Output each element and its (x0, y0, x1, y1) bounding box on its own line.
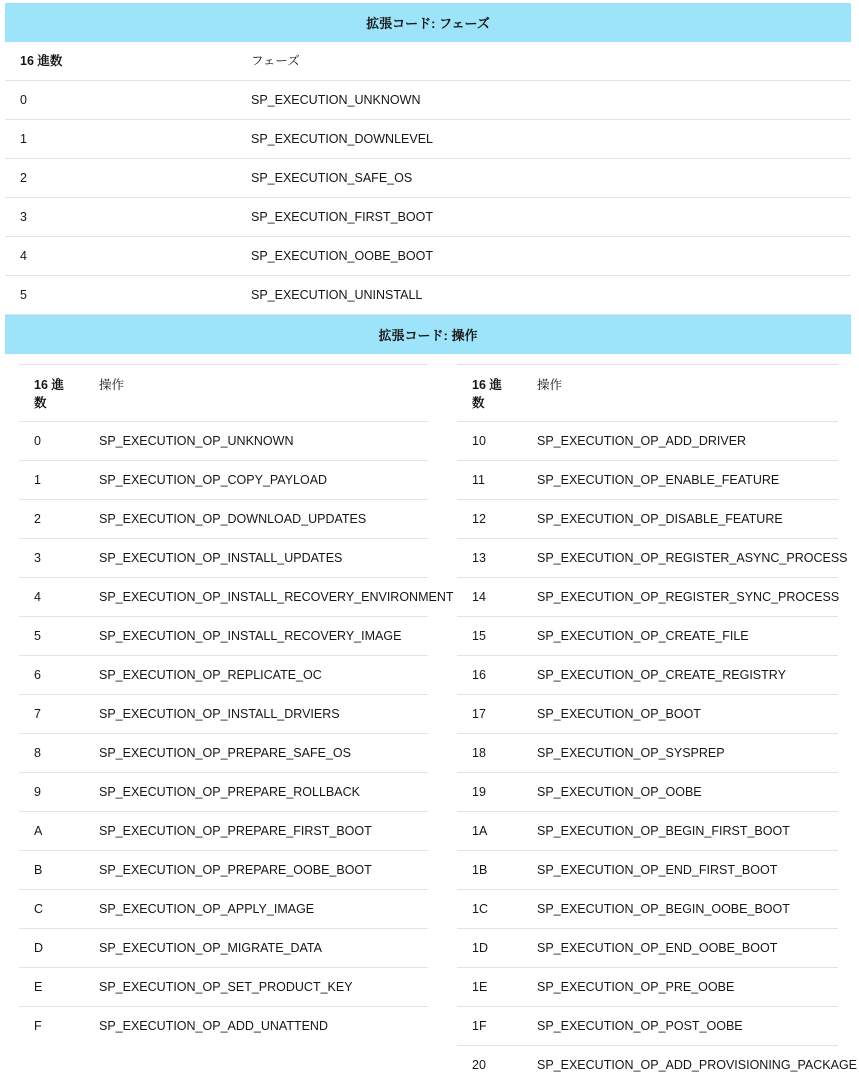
operation-row (19, 695, 428, 734)
operation-row (457, 851, 838, 890)
constant-name-cell: SP_EXECUTION_OP_END_FIRST_BOOT (537, 863, 778, 877)
hex-code-cell: 11 (472, 473, 485, 487)
constant-name-cell: SP_EXECUTION_DOWNLEVEL (251, 132, 433, 146)
operation-row (19, 500, 428, 539)
constant-name-cell: SP_EXECUTION_OP_BOOT (537, 707, 701, 721)
operation-row (457, 461, 838, 500)
constant-name-cell: SP_EXECUTION_OP_POST_OOBE (537, 1019, 743, 1033)
hex-header-line-1: 16 進 (472, 378, 502, 392)
operation-row (457, 773, 838, 812)
phase-column-header: フェーズ (251, 54, 300, 68)
constant-name-cell: SP_EXECUTION_OP_SYSPREP (537, 746, 725, 760)
operation-column-header: 操作 (99, 378, 125, 392)
constant-name-cell: SP_EXECUTION_UNKNOWN (251, 93, 421, 107)
hex-code-cell: 19 (472, 785, 486, 799)
operation-row (19, 578, 454, 617)
constant-name-cell: SP_EXECUTION_OP_ENABLE_FEATURE (537, 473, 780, 487)
constant-name-cell: SP_EXECUTION_OP_BEGIN_OOBE_BOOT (537, 902, 790, 916)
constant-name-cell: SP_EXECUTION_OP_PREPARE_ROLLBACK (99, 785, 360, 799)
operation-row (457, 968, 838, 1007)
constant-name-cell: SP_EXECUTION_OP_DOWNLOAD_UPDATES (99, 512, 367, 526)
hex-code-cell: 5 (34, 629, 41, 643)
operation-row (457, 617, 838, 656)
hex-column-header (472, 376, 514, 412)
constant-name-cell: SP_EXECUTION_OOBE_BOOT (251, 249, 433, 263)
hex-code-cell: 7 (34, 707, 41, 721)
operation-row (457, 422, 838, 461)
hex-code-cell: 1F (472, 1019, 487, 1033)
hex-column-header (34, 376, 76, 412)
hex-code-cell: 3 (34, 551, 41, 565)
hex-code-cell: B (34, 863, 43, 877)
constant-name-cell: SP_EXECUTION_OP_PREPARE_FIRST_BOOT (99, 824, 372, 838)
hex-code-cell: 1C (472, 902, 488, 916)
hex-code-cell: F (34, 1019, 42, 1033)
hex-code-cell: 1 (34, 473, 41, 487)
operation-table-right (457, 364, 858, 1085)
hex-code-cell: 5 (20, 288, 27, 302)
hex-code-cell: 1 (20, 132, 27, 146)
operation-table-header (19, 365, 428, 422)
operation-row (457, 929, 838, 968)
hex-code-cell: 3 (20, 210, 27, 224)
hex-code-cell: 14 (472, 590, 486, 604)
constant-name-cell: SP_EXECUTION_UNINSTALL (251, 288, 423, 302)
operation-row (19, 734, 428, 773)
constant-name-cell: SP_EXECUTION_OP_REGISTER_SYNC_PROCESS (537, 590, 840, 604)
hex-code-cell: 18 (472, 746, 486, 760)
constant-name-cell: SP_EXECUTION_OP_OOBE (537, 785, 702, 799)
phase-table (5, 42, 851, 315)
constant-name-cell: SP_EXECUTION_OP_COPY_PAYLOAD (99, 473, 328, 487)
constant-name-cell: SP_EXECUTION_OP_MIGRATE_DATA (99, 941, 322, 955)
constant-name-cell: SP_EXECUTION_OP_END_OOBE_BOOT (537, 941, 778, 955)
constant-name-cell: SP_EXECUTION_OP_BEGIN_FIRST_BOOT (537, 824, 790, 838)
phase-row (5, 81, 851, 120)
hex-code-cell: 12 (472, 512, 486, 526)
constant-name-cell: SP_EXECUTION_SAFE_OS (251, 171, 413, 185)
hex-code-cell: 0 (20, 93, 27, 107)
operation-row (457, 1007, 838, 1046)
constant-name-cell: SP_EXECUTION_OP_INSTALL_DRVIERS (99, 707, 340, 721)
operation-table-left (19, 364, 454, 1046)
hex-code-cell: 15 (472, 629, 486, 643)
hex-header-line-1: 16 進 (34, 378, 64, 392)
operation-row (19, 461, 428, 500)
operation-row (457, 695, 838, 734)
hex-code-cell: 2 (34, 512, 41, 526)
hex-code-cell: 8 (34, 746, 41, 760)
constant-name-cell: SP_EXECUTION_OP_PREPARE_OOBE_BOOT (99, 863, 372, 877)
hex-code-cell: 1A (472, 824, 488, 838)
constant-name-cell: SP_EXECUTION_OP_CREATE_REGISTRY (537, 668, 786, 682)
operation-row (457, 539, 848, 578)
hex-code-cell: E (34, 980, 43, 994)
hex-code-cell: C (34, 902, 44, 916)
operation-row (457, 890, 838, 929)
hex-code-cell: 17 (472, 707, 486, 721)
operation-row (457, 1046, 858, 1085)
constant-name-cell: SP_EXECUTION_OP_ADD_DRIVER (537, 434, 747, 448)
constant-name-cell: SP_EXECUTION_OP_SET_PRODUCT_KEY (99, 980, 353, 994)
hex-code-cell: 20 (472, 1058, 486, 1072)
operation-row (19, 851, 428, 890)
constant-name-cell: SP_EXECUTION_OP_DISABLE_FEATURE (537, 512, 783, 526)
hex-code-cell: 1B (472, 863, 488, 877)
hex-code-cell: D (34, 941, 44, 955)
hex-header-line-2: 数 (472, 396, 485, 410)
operation-row (19, 968, 428, 1007)
constant-name-cell: SP_EXECUTION_OP_INSTALL_RECOVERY_ENVIRONMENT (99, 590, 454, 604)
operation-row (457, 656, 838, 695)
constant-name-cell: SP_EXECUTION_OP_INSTALL_UPDATES (99, 551, 343, 565)
operation-row (19, 422, 428, 461)
phase-section-title: 拡張コード: フェーズ (5, 3, 851, 42)
phase-row (5, 120, 851, 159)
phase-row (5, 276, 851, 315)
operation-row (19, 773, 428, 812)
hex-code-cell: A (34, 824, 43, 838)
operation-row (457, 500, 838, 539)
hex-code-cell: 6 (34, 668, 41, 682)
operation-row (19, 1007, 428, 1046)
hex-code-cell: 4 (34, 590, 41, 604)
operation-row (19, 890, 428, 929)
constant-name-cell: SP_EXECUTION_OP_ADD_PROVISIONING_PACKAGE (537, 1058, 858, 1072)
hex-code-cell: 9 (34, 785, 41, 799)
constant-name-cell: SP_EXECUTION_OP_REGISTER_ASYNC_PROCESS (537, 551, 848, 565)
operation-row (457, 578, 838, 617)
constant-name-cell: SP_EXECUTION_OP_ADD_UNATTEND (99, 1019, 328, 1033)
hex-code-cell: 0 (34, 434, 41, 448)
phase-row (5, 198, 851, 237)
operation-row (19, 539, 428, 578)
hex-header-line-2: 数 (34, 396, 47, 410)
phase-table-header (5, 42, 851, 81)
hex-code-cell: 10 (472, 434, 486, 448)
hex-code-cell: 16 (472, 668, 486, 682)
phase-row (5, 159, 851, 198)
hex-code-cell: 2 (20, 171, 27, 185)
operation-table-header (457, 365, 838, 422)
operation-row (19, 656, 428, 695)
phase-row (5, 237, 851, 276)
hex-code-cell: 13 (472, 551, 486, 565)
hex-column-header: 16 進数 (20, 54, 63, 68)
constant-name-cell: SP_EXECUTION_OP_INSTALL_RECOVERY_IMAGE (99, 629, 402, 643)
constant-name-cell: SP_EXECUTION_OP_PREPARE_SAFE_OS (99, 746, 351, 760)
operation-column-header: 操作 (537, 378, 563, 392)
hex-code-cell: 4 (20, 249, 27, 263)
constant-name-cell: SP_EXECUTION_OP_UNKNOWN (99, 434, 294, 448)
operation-row (457, 812, 838, 851)
constant-name-cell: SP_EXECUTION_OP_PRE_OOBE (537, 980, 735, 994)
operation-row (457, 734, 838, 773)
hex-code-cell: 1E (472, 980, 488, 994)
constant-name-cell: SP_EXECUTION_OP_APPLY_IMAGE (99, 902, 315, 916)
operation-row (19, 929, 428, 968)
constant-name-cell: SP_EXECUTION_OP_CREATE_FILE (537, 629, 749, 643)
operation-row (19, 617, 428, 656)
hex-code-cell: 1D (472, 941, 488, 955)
constant-name-cell: SP_EXECUTION_OP_REPLICATE_OC (99, 668, 322, 682)
constant-name-cell: SP_EXECUTION_FIRST_BOOT (251, 210, 433, 224)
operation-section-title: 拡張コード: 操作 (5, 315, 851, 354)
operation-row (19, 812, 428, 851)
